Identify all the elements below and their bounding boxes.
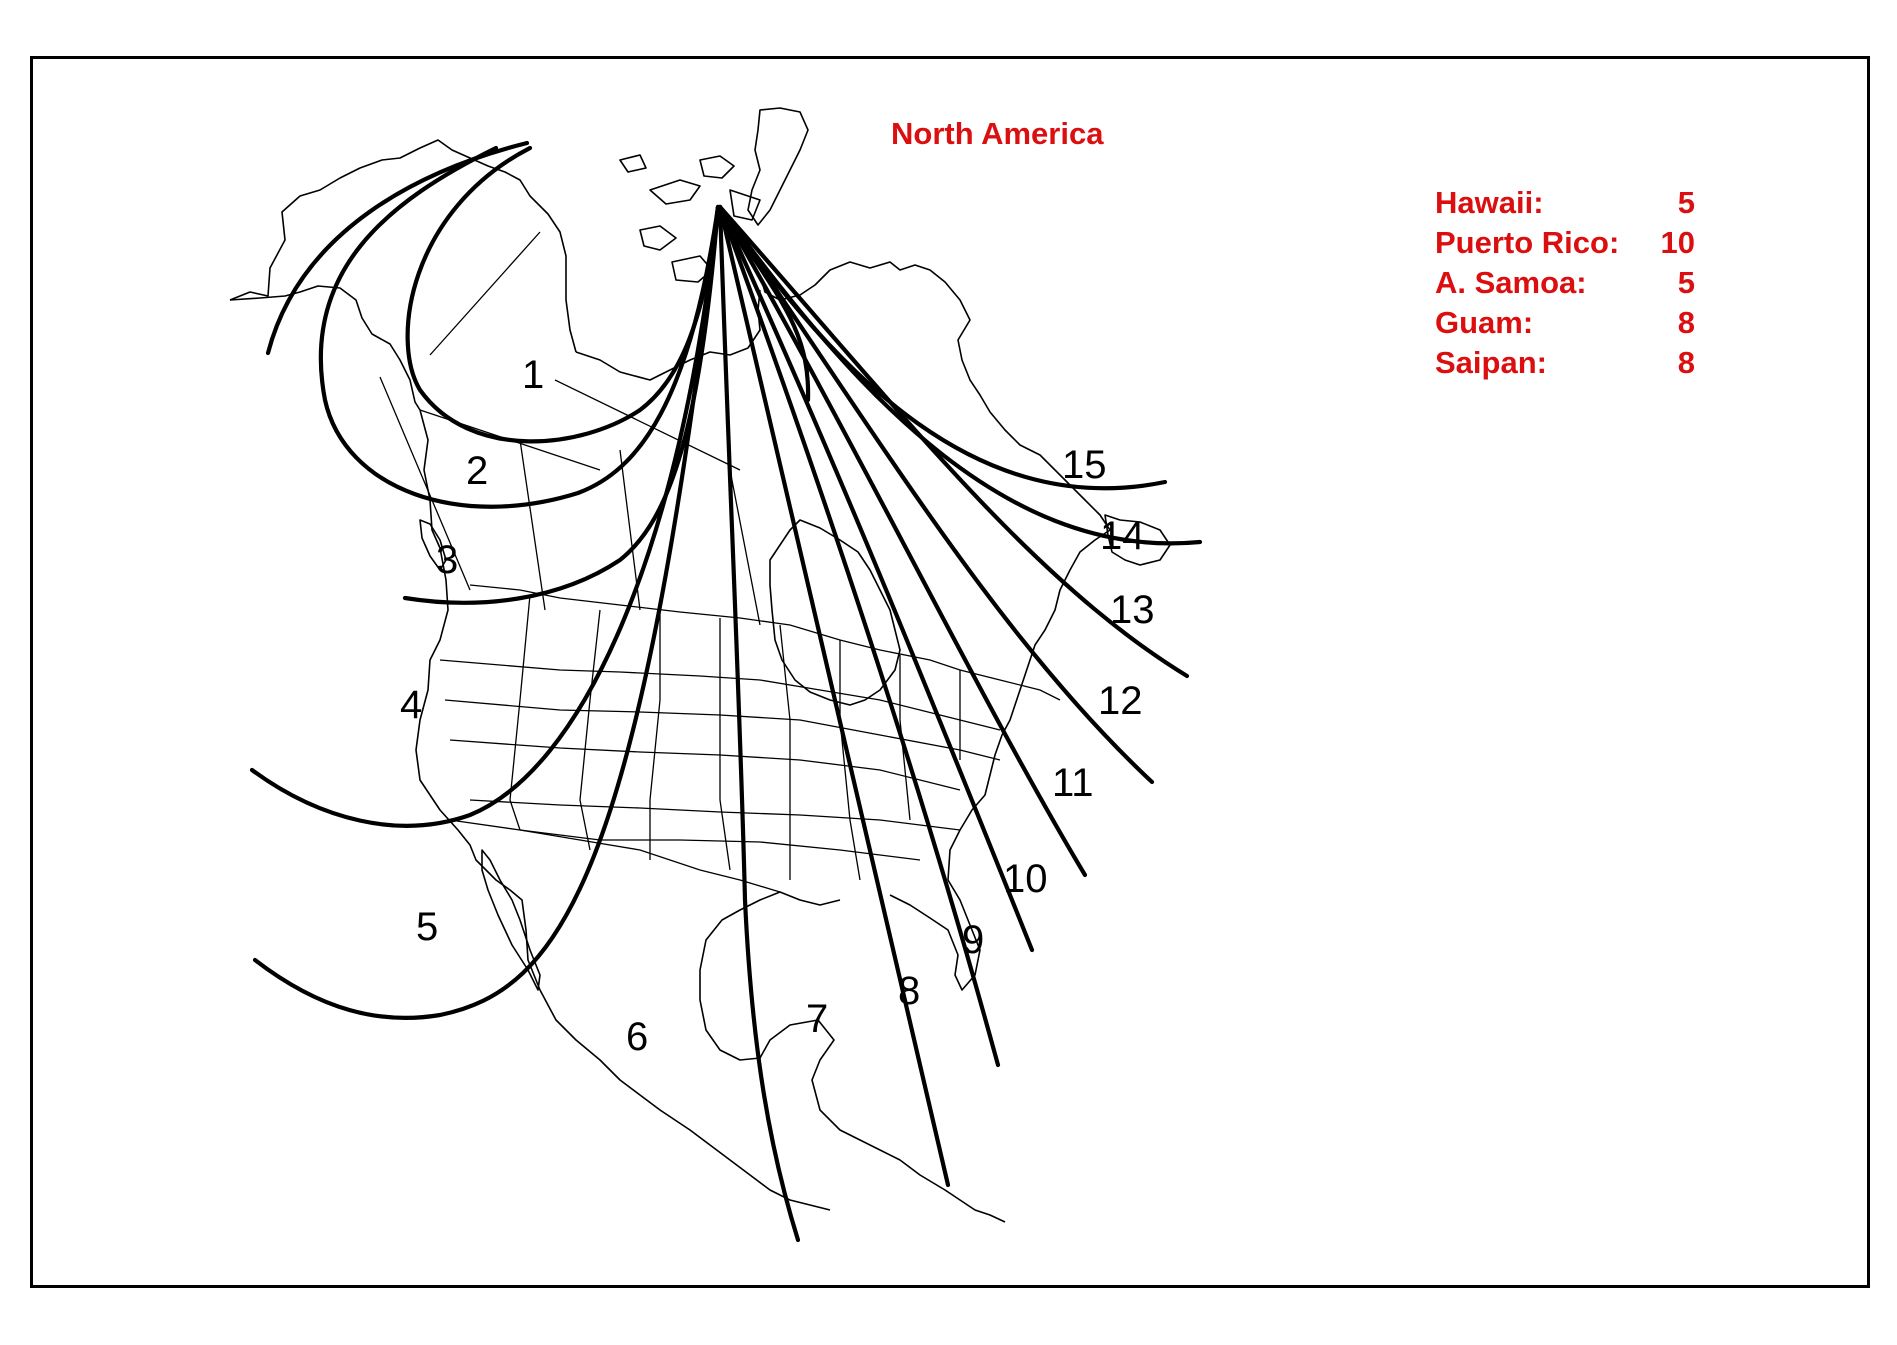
legend-name: A. Samoa:: [1435, 265, 1587, 300]
legend-value: 8: [1677, 345, 1695, 380]
mexico-border: [450, 820, 780, 892]
zone-label-10: 10: [1003, 857, 1048, 901]
legend-name: Guam:: [1435, 305, 1534, 340]
zone-label-2: 2: [466, 449, 489, 493]
legend-row: [1435, 223, 1695, 263]
arctic-coast: [576, 290, 760, 380]
us-state-lines-row4: [470, 800, 960, 830]
zone-label-4: 4: [400, 683, 423, 727]
zone-label-8: 8: [898, 969, 921, 1013]
zone-line-11: [720, 207, 1085, 875]
legend-value: 8: [1677, 305, 1695, 340]
legend-value: 5: [1677, 185, 1695, 220]
legend-row: [1435, 303, 1695, 343]
legend-row: [1435, 263, 1695, 303]
zone-line-14: [720, 207, 1200, 543]
legend-row: [1435, 343, 1695, 383]
zone-label-1: 1: [522, 353, 545, 397]
zone-line-5: [252, 207, 718, 826]
zone-label-15: 15: [1062, 443, 1107, 487]
zone-label-13: 13: [1110, 588, 1155, 632]
zone-label-9: 9: [962, 918, 985, 962]
zone-label-5: 5: [416, 905, 439, 949]
zone-label-3: 3: [436, 538, 459, 582]
legend-value: 10: [1660, 225, 1695, 260]
zone-boundaries: [252, 143, 1200, 1240]
legend-name: Hawaii:: [1435, 185, 1544, 220]
zone-line-2: [321, 148, 718, 507]
zone-line-7: [720, 207, 798, 1240]
zone-label-7: 7: [806, 997, 829, 1041]
zone-label-6: 6: [626, 1015, 649, 1059]
labrador-coast: [760, 262, 1110, 530]
legend-value: 5: [1677, 265, 1695, 300]
alaska-border: [430, 232, 540, 355]
zone-label-12: 12: [1098, 679, 1143, 723]
legend-name: Puerto Rico:: [1435, 225, 1620, 260]
alaska-coast: [230, 140, 576, 352]
legend-name: Saipan:: [1435, 345, 1547, 380]
atlantic-coast: [948, 530, 1110, 880]
canada-us-border: [470, 585, 1060, 700]
zone-line-9: [720, 207, 998, 1065]
coastline: [230, 108, 1170, 1222]
zone-line-10: [720, 207, 1032, 950]
zone-label-14: 14: [1100, 514, 1145, 558]
political-borders: [380, 232, 1060, 892]
zone-label-11: 11: [1052, 761, 1094, 805]
legend: [1435, 183, 1695, 383]
map-title: North America: [891, 116, 1104, 151]
legend-row: [1435, 183, 1695, 223]
us-state-lines-row5: [520, 830, 920, 860]
zone-line-3: [408, 148, 718, 441]
us-state-lines-row3: [450, 740, 960, 790]
